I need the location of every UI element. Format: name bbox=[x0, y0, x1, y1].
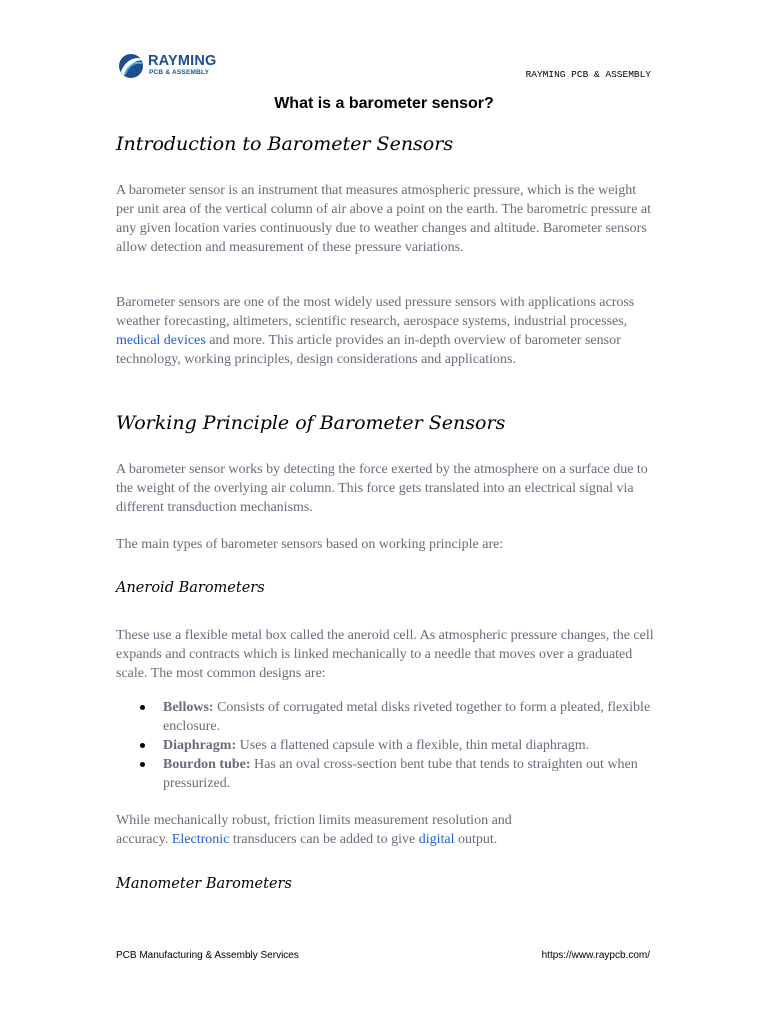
intro-p2-text-b: and more. This article provides an in-depth overview of barometer sensor technology, working principles, design considerations and applications. bbox=[116, 333, 621, 367]
list-item bbox=[136, 755, 656, 793]
list-item bbox=[136, 736, 656, 755]
intro-paragraph-2 bbox=[116, 293, 656, 369]
aneroid-p2-text-b: transducers can be added to give bbox=[229, 832, 419, 847]
heading-aneroid: Aneroid Barometers bbox=[116, 580, 265, 596]
working-paragraph-1: A barometer sensor works by detecting the force exerted by the atmosphere on a surface due to the weight of the overlying air column. This force gets translated into an electrical signal via different transduction mechanisms. bbox=[116, 462, 648, 515]
electronic-link[interactable]: Electronic bbox=[171, 832, 230, 847]
logo-title: RAYMING bbox=[148, 53, 217, 69]
bullet-term: Bourdon tube: bbox=[163, 757, 251, 772]
rayming-logo-icon bbox=[116, 52, 146, 80]
rayming-logo bbox=[116, 50, 226, 82]
aneroid-p2-text-c: output. bbox=[454, 832, 498, 847]
intro-paragraph-1: A barometer sensor is an instrument that measures atmospheric pressure, which is the weight per unit area of the vertical column of air above a point on the earth. The barometric pressure at any given location varies continuously due to weather changes and altitude. Barometer sensors allow detection and measurement of these pressure variations. bbox=[116, 183, 652, 255]
document-title: What is a barometer sensor? bbox=[274, 95, 494, 112]
bullet-term: Diaphragm: bbox=[163, 738, 237, 753]
bullet-dot bbox=[140, 762, 145, 767]
bullet-text: Consists of corrugated metal disks riveted together to form a pleated, flexible enclosure. bbox=[163, 700, 651, 734]
header-company-name: RAYMING PCB & ASSEMBLY bbox=[525, 69, 651, 80]
bullet-text: Uses a flattened capsule with a flexible, thin metal diaphragm. bbox=[236, 738, 590, 753]
bullet-text: Has an oval cross-section bent tube that tends to straighten out when pressurized. bbox=[163, 757, 638, 791]
footer-url[interactable]: https://www.raypcb.com/ bbox=[541, 950, 650, 961]
aneroid-bullet-list bbox=[136, 698, 656, 793]
bullet-term: Bellows: bbox=[163, 700, 214, 715]
intro-p2-text-a: Barometer sensors are one of the most widely used pressure sensors with applications across weather forecasting, altimeters, scientific research, aerospace systems, industrial processes, bbox=[116, 295, 635, 329]
bullet-dot bbox=[140, 705, 145, 710]
logo-subtitle: PCB & ASSEMBLY bbox=[149, 69, 210, 76]
digital-link[interactable]: digital bbox=[418, 832, 455, 847]
working-paragraph-2: The main types of barometer sensors based on working principle are: bbox=[116, 537, 504, 552]
aneroid-p2-text-a: While mechanically robust, friction limits measurement resolution and accuracy. bbox=[116, 813, 512, 847]
heading-manometer: Manometer Barometers bbox=[116, 876, 292, 892]
medical-devices-link[interactable]: medical devices bbox=[116, 333, 206, 348]
heading-introduction: Introduction to Barometer Sensors bbox=[116, 133, 454, 155]
aneroid-paragraph-2 bbox=[116, 811, 556, 849]
list-item bbox=[136, 698, 656, 736]
footer-left-text: PCB Manufacturing & Assembly Services bbox=[116, 950, 299, 961]
aneroid-paragraph-1: These use a flexible metal box called the aneroid cell. As atmospheric pressure changes, the cell expands and contracts which is linked mechanically to a needle that moves over a graduated scale. The most common designs are: bbox=[116, 628, 654, 681]
heading-working-principle: Working Principle of Barometer Sensors bbox=[116, 412, 506, 434]
bullet-dot bbox=[140, 743, 145, 748]
